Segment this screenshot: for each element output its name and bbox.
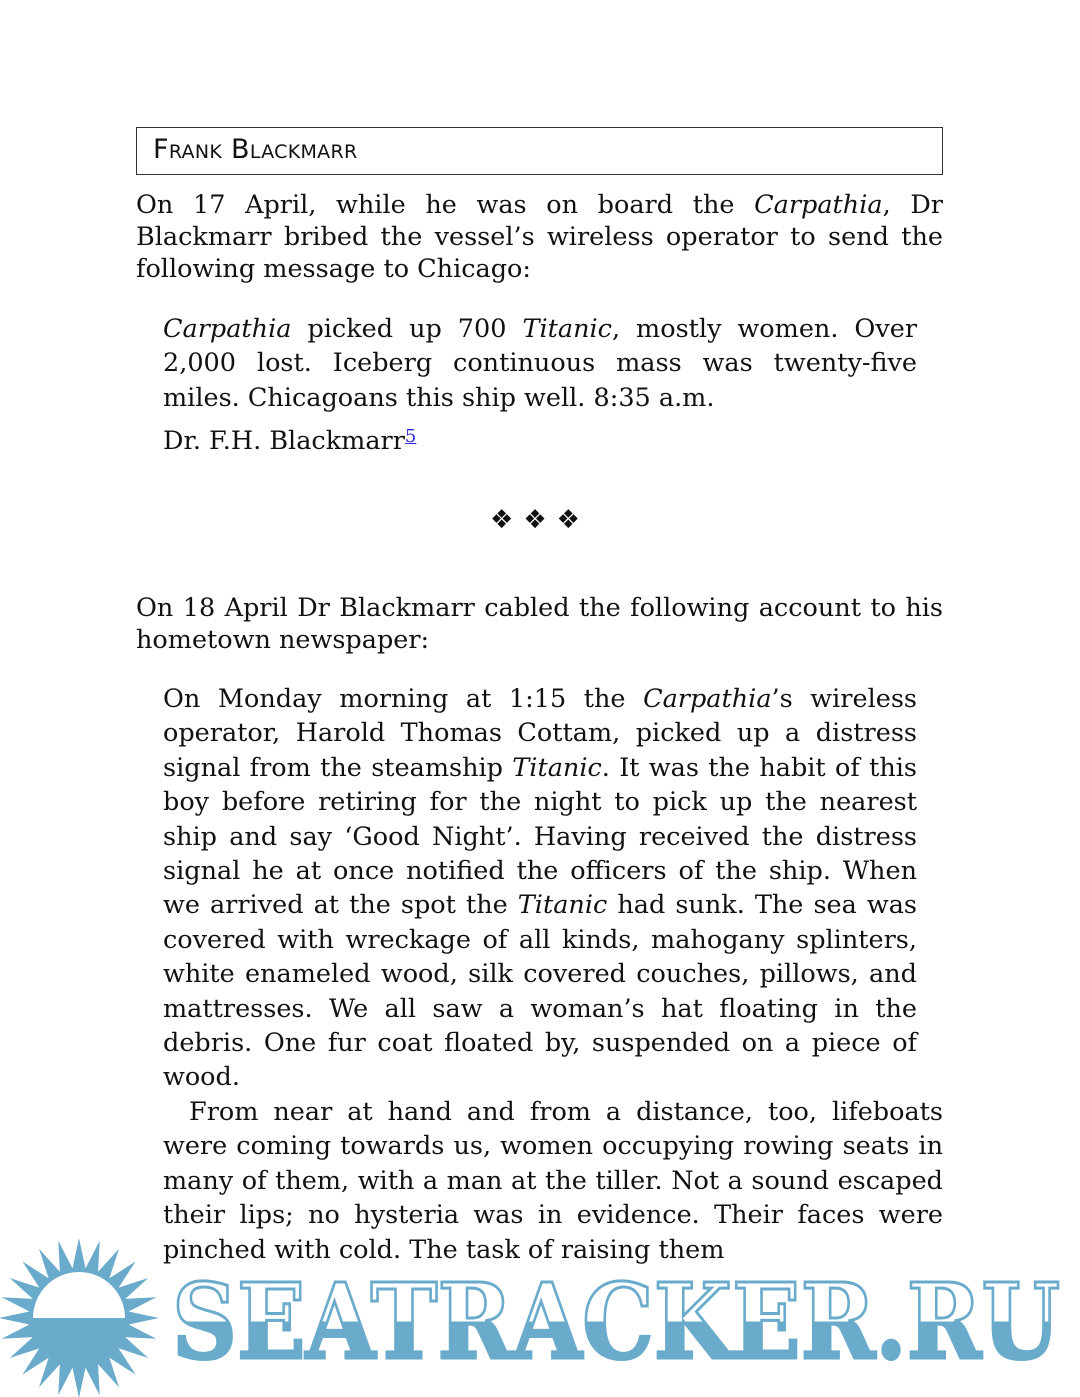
text-segment: . It was the habit of this boy before retiring for the night to pick up the nearest ship and say ‘Good Night’. Having received the distress signal he at once notified the officers of the ship. When we arrived at the spot the: [163, 752, 917, 921]
italic-text: Titanic: [517, 890, 608, 921]
italic-text: Carpathia: [754, 190, 883, 220]
block-quote-telegram: [163, 312, 917, 459]
sun-icon: [0, 1238, 159, 1397]
chapter-title: Frank Blackmarr: [153, 134, 358, 165]
italic-text: Carpathia: [643, 684, 772, 714]
watermark-text: SEATRACKER.RU: [172, 1260, 1060, 1383]
text-segment: On 18 April Dr Blackmarr cabled the following account to his hometown newspaper:: [136, 593, 943, 655]
text-segment: , mostly women. Over 2,000 lost. Iceberg continuous mass was twenty-five miles. Chicagoans this ship well. 8:35 a.m.: [163, 314, 918, 413]
text-segment: ’s wireless operator, Harold Thomas Cottam, picked up a distress signal from the steamship: [163, 684, 917, 783]
block-quote-account: [163, 682, 943, 1267]
paragraph-intro-2: [136, 592, 943, 656]
footnote-link[interactable]: 5: [404, 426, 417, 448]
italic-text: Titanic: [522, 314, 612, 344]
text-segment: , Dr Blackmarr bribed the vessel’s wireless operator to send the following message to Chicago:: [136, 190, 943, 284]
section-break-ornament: ❖❖❖: [490, 505, 590, 535]
signature-line: [163, 420, 917, 458]
text-segment: On 17 April, while he was on board the: [136, 190, 755, 220]
text-segment: had sunk. The sea was covered with wreckage of all kinds, mahogany splinters, white enameled wood, silk covered couches, pillows, and mattresses. We all saw a woman’s hat floating in the debris. One fur coat floated by, suspended on a piece of wood.: [163, 890, 917, 1093]
text-segment: picked up 700: [291, 314, 523, 344]
seatracker-watermark-logo: [0, 1238, 1080, 1397]
text-segment: From near at hand and from a distance, too, lifeboats were coming towards us, women occupying rowing seats in many of them, with a man at the tiller. Not a sound escaped their lips; no hysteria was in evidence. Their faces were pinched with cold. The task of raising them: [163, 1096, 943, 1265]
text-segment: On Monday morning at 1:15 the: [163, 684, 644, 714]
paragraph-intro-1: [136, 189, 943, 285]
signature: Dr. F.H. Blackmarr: [163, 426, 405, 457]
italic-text: Titanic: [512, 752, 602, 783]
italic-text: Carpathia: [163, 314, 292, 344]
running-header: [136, 127, 943, 175]
